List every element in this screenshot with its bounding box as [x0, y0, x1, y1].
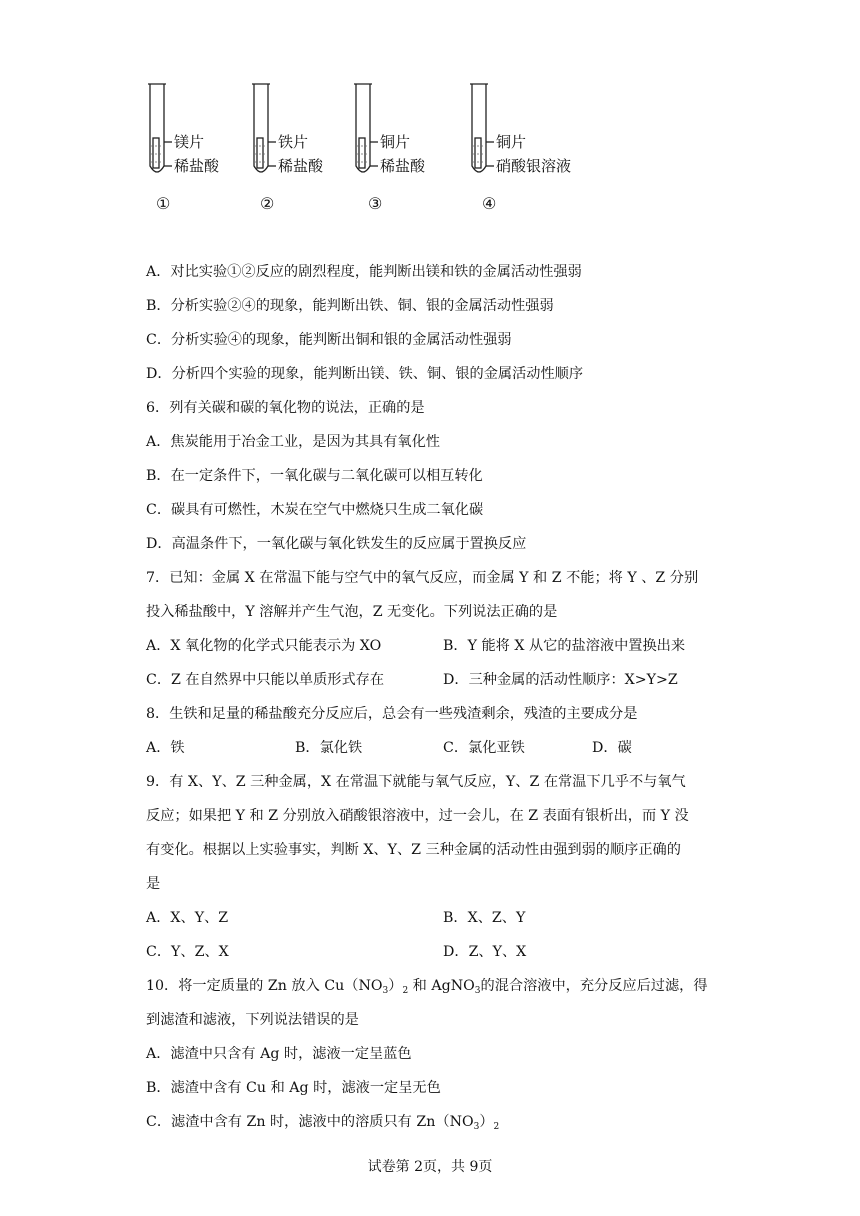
tube-3-bottom-label: 稀盐酸 [380, 157, 426, 175]
q5-option-d: D．分析四个实验的现象，能判断出镁、铁、铜、银的金属活动性顺序 [146, 366, 584, 382]
q5-option-a: A．对比实验①②反应的剧烈程度，能判断出镁和铁的金属活动性强弱 [146, 264, 582, 280]
q10-stem-part2: ） [388, 978, 403, 994]
q9-option-b: B．X、Z、Y [443, 910, 526, 926]
q10-subscript-1: 3 [382, 986, 389, 996]
q10-stem-line2: 到滤渣和滤液，下列说法错误的是 [146, 1012, 359, 1028]
q10-option-a: A．滤渣中只含有 Ag 时，滤液一定呈蓝色 [146, 1046, 412, 1062]
q8-option-a: A．铁 [146, 740, 185, 756]
q10-option-b: B．滤渣中含有 Cu 和 Ag 时，滤液一定呈无色 [146, 1080, 441, 1096]
q7-option-b: B．Y 能将 X 从它的盐溶液中置换出来 [443, 638, 686, 654]
q5-option-c: C．分析实验④的现象，能判断出铜和银的金属活动性强弱 [146, 332, 512, 348]
tube-4-top-label: 铜片 [496, 133, 527, 151]
tube-3-number: ③ [368, 194, 383, 213]
q7-option-a: A．X 氧化物的化学式只能表示为 XO [146, 638, 382, 654]
q10-subscript-3: 3 [474, 986, 481, 996]
q8-option-b: B．氯化铁 [295, 740, 363, 756]
q10-subscript-2: 2 [402, 986, 409, 996]
q9-option-d: D．Z、Y、X [443, 944, 527, 960]
q6-option-c: C．碳具有可燃性，木炭在空气中燃烧只生成二氧化碳 [146, 502, 484, 518]
tube-3-top-label: 铜片 [380, 133, 411, 151]
page-footer: 试卷第 2页，共 9页 [367, 1159, 493, 1175]
q9-stem-line4: 是 [146, 876, 161, 892]
q6-option-d: D．高温条件下，一氧化碳与氧化铁发生的反应属于置换反应 [146, 536, 527, 552]
tube-1-number: ① [156, 194, 171, 213]
test-tube-3 [354, 84, 378, 172]
tube-4-bottom-label: 硝酸银溶液 [496, 157, 572, 175]
q9-option-c: C．Y、Z、X [146, 944, 229, 960]
q6-option-a: A．焦炭能用于冶金工业，是因为其具有氧化性 [146, 434, 440, 450]
test-tube-2 [252, 84, 276, 172]
tube-2-number: ② [260, 194, 275, 213]
test-tube-4 [470, 84, 494, 172]
q10-stem-part1: 10．将一定质量的 Zn 放入 Cu（NO [146, 978, 383, 994]
q7-stem-line2: 投入稀盐酸中，Y 溶解并产生气泡，Z 无变化。下列说法正确的是 [146, 604, 558, 620]
test-tube-figure [140, 78, 600, 218]
test-tube-1 [148, 84, 172, 172]
q6-stem: 6．列有关碳和碳的氧化物的说法，正确的是 [146, 400, 425, 416]
tube-1-bottom-label: 稀盐酸 [174, 157, 220, 175]
q9-stem-line3: 有变化。根据以上实验事实，判断 X、Y、Z 三种金属的活动性由强到弱的顺序正确的 [146, 842, 681, 858]
q7-option-d: D．三种金属的活动性顺序：X>Y>Z [443, 672, 678, 688]
q10-option-c-subscript-1: 3 [473, 1122, 480, 1132]
q10-option-c-part2: ） [479, 1114, 494, 1130]
tube-2-top-label: 铁片 [278, 133, 309, 151]
tube-4-number: ④ [482, 194, 497, 213]
q6-option-b: B．在一定条件下，一氧化碳与二氧化碳可以相互转化 [146, 468, 483, 484]
q7-option-c: C．Z 在自然界中只能以单质形式存在 [146, 672, 385, 688]
tube-1-top-label: 镁片 [174, 133, 205, 151]
q10-stem-part3: 和 AgNO [408, 978, 475, 994]
q8-option-c: C．氯化亚铁 [443, 740, 525, 756]
q5-option-b: B．分析实验②④的现象，能判断出铁、铜、银的金属活动性强弱 [146, 298, 554, 314]
q10-stem-line1 [146, 976, 708, 996]
q10-option-c [146, 1112, 499, 1132]
q7-stem-line1: 7．已知：金属 X 在常温下能与空气中的氧气反应，而金属 Y 和 Z 不能；将 Y 、Z 分别 [146, 570, 699, 586]
q9-option-a: A．X、Y、Z [146, 910, 229, 926]
q10-option-c-part1: C．滤渣中含有 Zn 时，滤液中的溶质只有 Zn（NO [146, 1114, 474, 1130]
q9-stem-line2: 反应；如果把 Y 和 Z 分别放入硝酸银溶液中，过一会儿，在 Z 表面有银析出，而 Y 没 [146, 808, 689, 824]
tube-2-bottom-label: 稀盐酸 [278, 157, 324, 175]
q10-stem-part4: 的混合溶液中，充分反应后过滤，得 [480, 978, 708, 994]
q8-stem: 8．生铁和足量的稀盐酸充分反应后，总会有一些残渣剩余，残渣的主要成分是 [146, 706, 638, 722]
q9-stem-line1: 9．有 X、Y、Z 三种金属，X 在常温下就能与氧气反应，Y、Z 在常温下几乎不与氧气 [146, 774, 686, 790]
q10-option-c-subscript-2: 2 [493, 1122, 500, 1132]
q8-option-d: D．碳 [592, 740, 632, 756]
